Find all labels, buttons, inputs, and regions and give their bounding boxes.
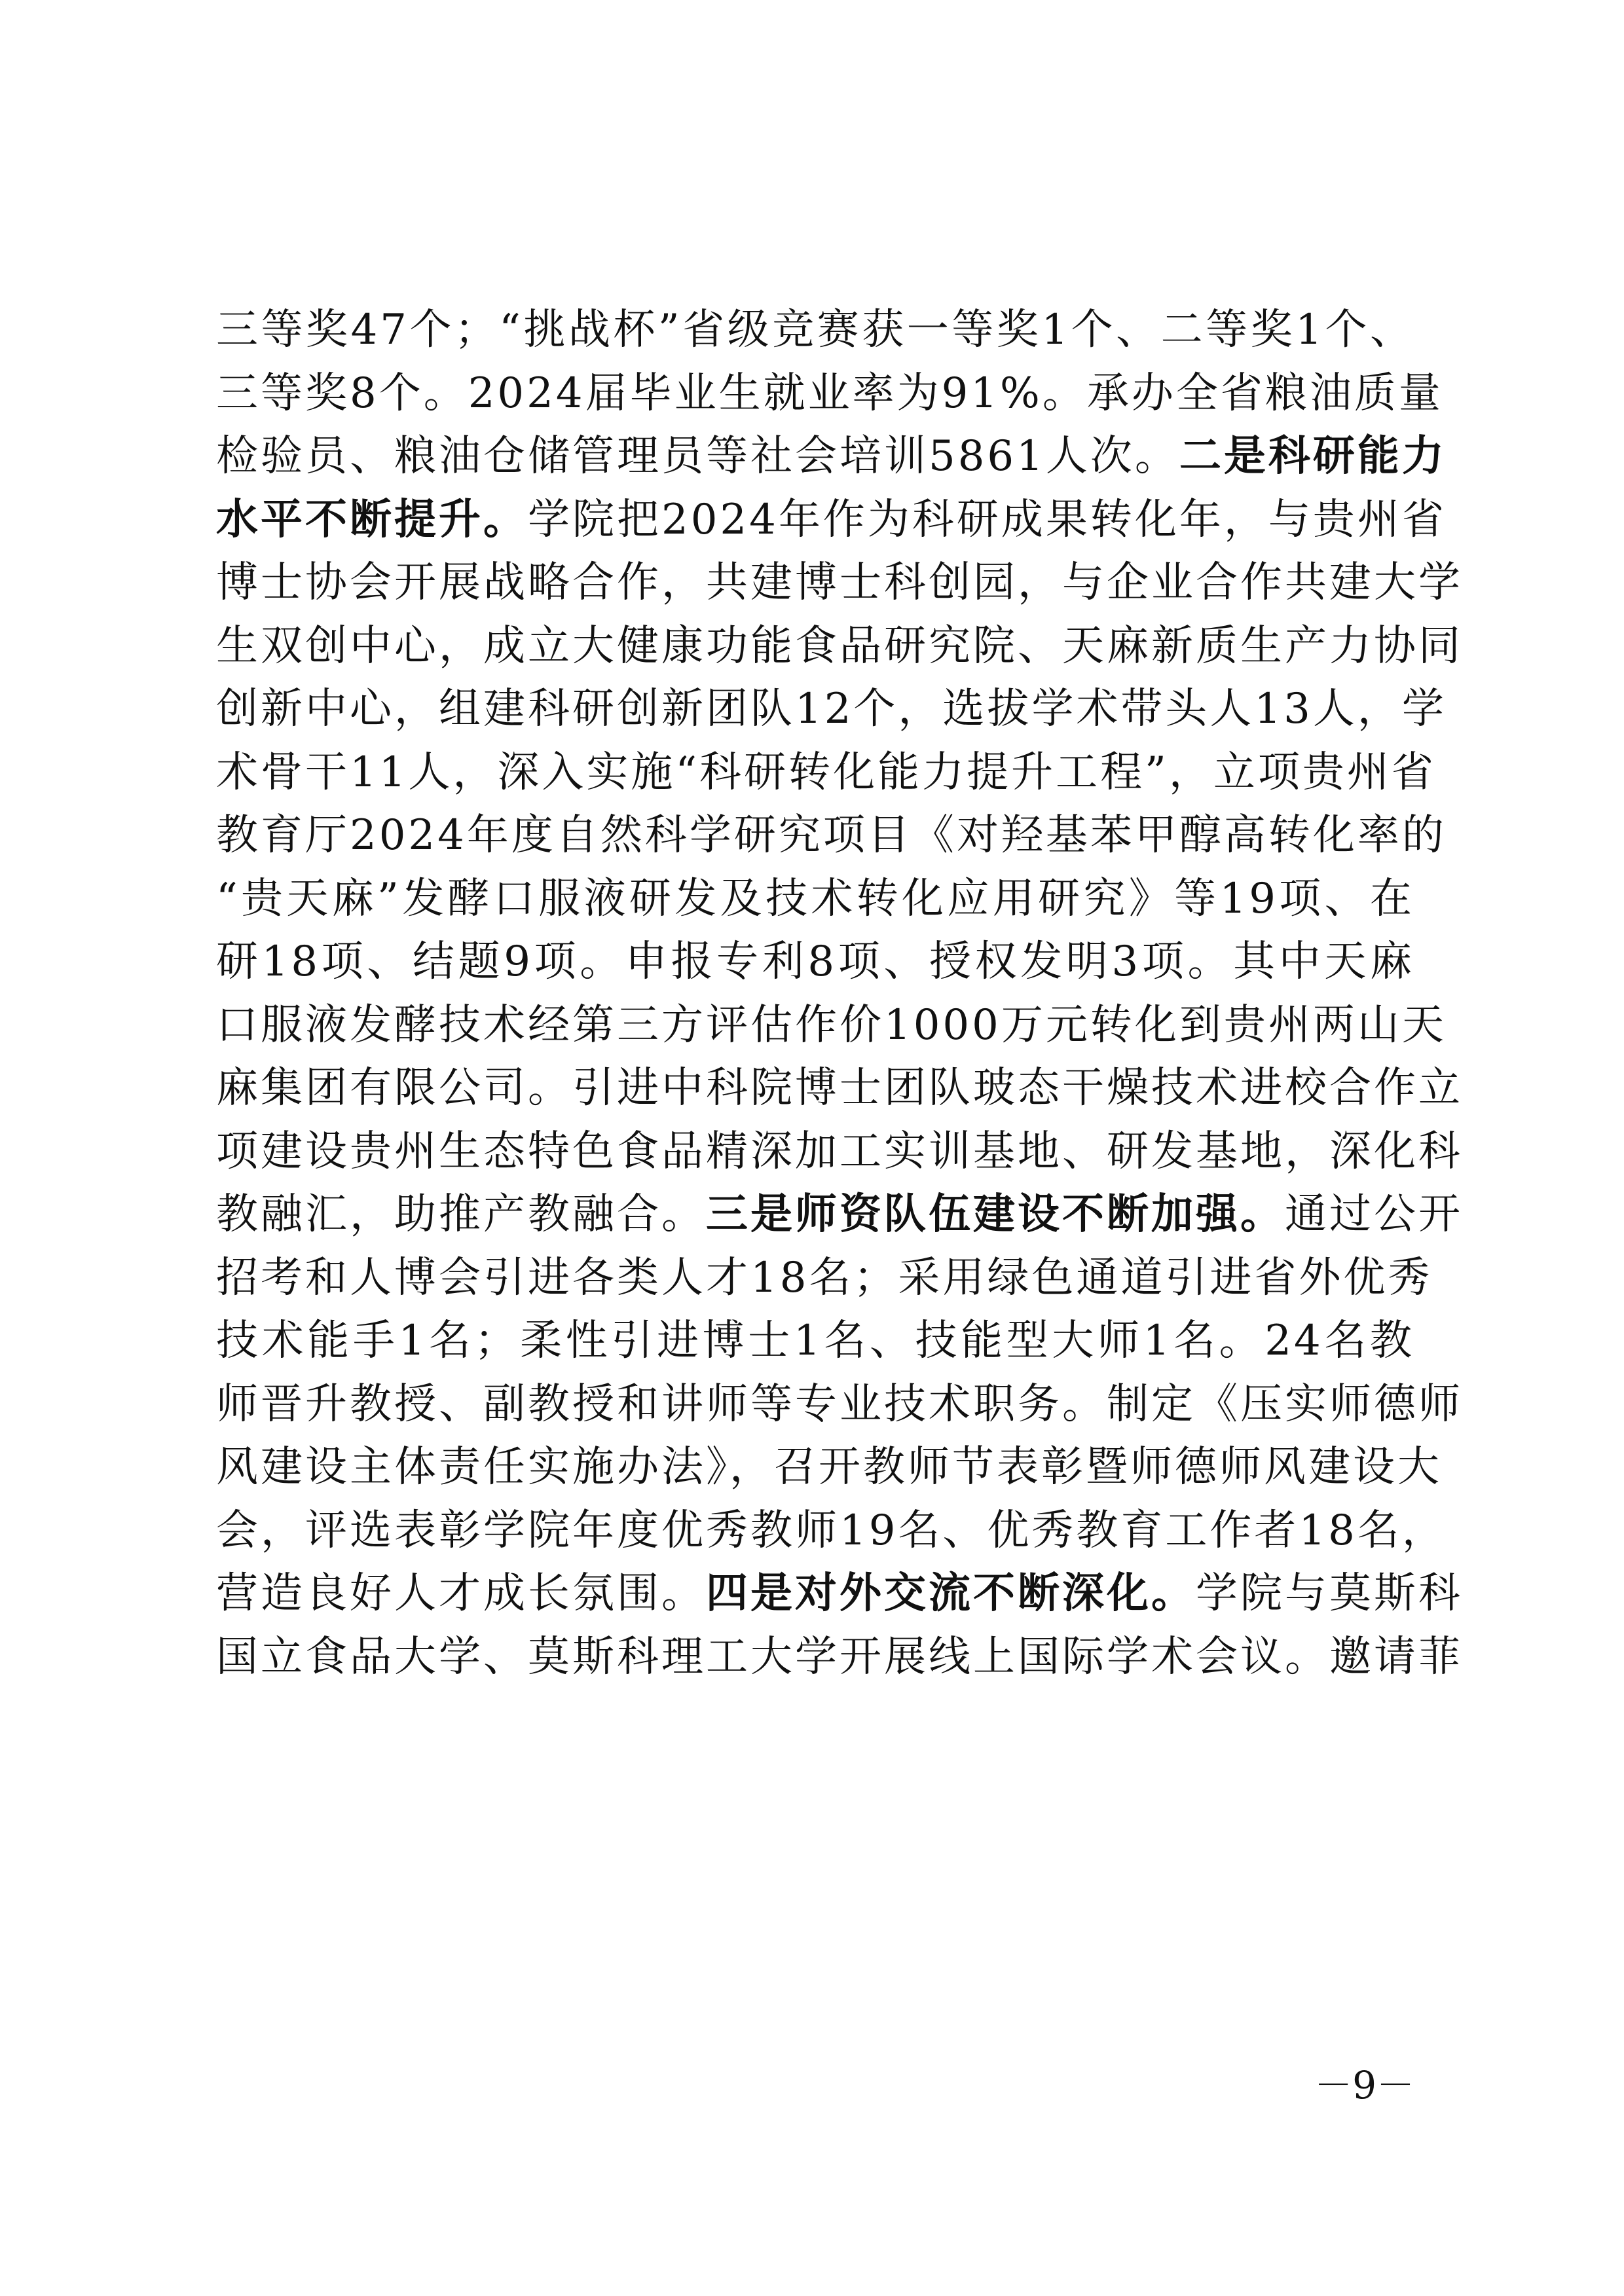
body-text-run: 三等奖47个；“挑战杯”省级竞赛获一等奖1个、二等奖1个、 — [216, 306, 1414, 354]
body-text-run: 教融汇，助推产教融合。 — [216, 1190, 706, 1239]
text-line — [216, 867, 1414, 931]
page-number: －9－ — [1314, 2063, 1414, 2107]
body-text-run: 教育厅2024年度自然科学研究项目《对羟基苯甲醇高转化率的 — [216, 811, 1447, 860]
body-paragraph — [216, 299, 1463, 1688]
text-line — [216, 1436, 1442, 1499]
body-text-run: 招考和人博会引进各类人才18名；采用绿色通道引进省外优秀 — [216, 1253, 1433, 1302]
bold-heading-text: 四是对外交流不断深化。 — [706, 1569, 1196, 1618]
body-text-run: 技术能手1名；柔性引进博士1名、技能型大师1名。24名教 — [216, 1317, 1414, 1365]
text-line — [216, 1247, 1433, 1310]
body-text-run: 研18项、结题9项。申报专利8项、授权发明3项。其中天麻 — [216, 938, 1414, 986]
body-text-run: “贵天麻”发酵口服液研发及技术转化应用研究》等19项、在 — [216, 874, 1414, 923]
text-line — [216, 362, 1443, 426]
body-text-run: 师晋升教授、副教授和讲师等专业技术职务。制定《压实师德师 — [216, 1379, 1463, 1429]
bold-heading-text: 三是师资队伍建设不断加强。 — [706, 1190, 1285, 1239]
body-text-run: 生双创中心，成立大健康功能食品研究院、天麻新质生产力协同 — [216, 621, 1463, 670]
body-text-run: 检验员、粮油仓储管理员等社会培训5861人次。 — [216, 432, 1179, 481]
text-line — [216, 1562, 1463, 1626]
body-text-run: 营造良好人才成长氛围。 — [216, 1569, 706, 1618]
body-text-run: 通过公开 — [1285, 1190, 1463, 1239]
text-line — [216, 615, 1463, 678]
text-line — [216, 299, 1414, 362]
text-line — [216, 1120, 1463, 1184]
body-text-run: 学院把2024年作为科研成果转化年，与贵州省 — [528, 495, 1447, 544]
text-line — [216, 804, 1447, 867]
text-line — [216, 425, 1447, 488]
text-line — [216, 741, 1436, 805]
body-text-run: 口服液发酵技术经第三方评估作价1000万元转化到贵州两山天 — [216, 1000, 1447, 1049]
body-text-run: 麻集团有限公司。引进中科院博士团队玻态干燥技术进校合作立 — [216, 1064, 1463, 1112]
bold-heading-text: 二是科研能力 — [1179, 432, 1447, 481]
body-text-run: 创新中心，组建科研创新团队12个，选拔学术带头人13人，学 — [216, 685, 1447, 733]
body-text-run: 学院与莫斯科 — [1196, 1569, 1463, 1618]
body-text-run: 会，评选表彰学院年度优秀教师19名、优秀教育工作者18名， — [216, 1506, 1447, 1555]
text-line — [216, 678, 1447, 741]
body-text-run: 博士协会开展战略合作，共建博士科创园，与企业合作共建大学 — [216, 558, 1463, 607]
text-line — [216, 551, 1463, 615]
text-line — [216, 488, 1447, 552]
text-line — [216, 1057, 1463, 1120]
body-text-run: 国立食品大学、莫斯科理工大学开展线上国际学术会议。邀请菲 — [216, 1632, 1463, 1681]
text-line — [216, 1373, 1463, 1436]
text-line — [216, 1183, 1463, 1247]
text-line — [216, 930, 1414, 994]
text-line — [216, 994, 1447, 1057]
text-line — [216, 1626, 1463, 1689]
body-text-run: 三等奖8个。2024届毕业生就业率为91%。承办全省粮油质量 — [216, 369, 1443, 418]
body-text-run: 术骨干11人，深入实施“科研转化能力提升工程”，立项贵州省 — [216, 748, 1436, 797]
body-text-run: 项建设贵州生态特色食品精深加工实训基地、研发基地，深化科 — [216, 1127, 1463, 1176]
text-line — [216, 1309, 1414, 1373]
body-text-run: 风建设主体责任实施办法》，召开教师节表彰暨师德师风建设大 — [216, 1443, 1442, 1491]
text-line — [216, 1499, 1447, 1563]
bold-heading-text: 水平不断提升。 — [216, 495, 528, 544]
